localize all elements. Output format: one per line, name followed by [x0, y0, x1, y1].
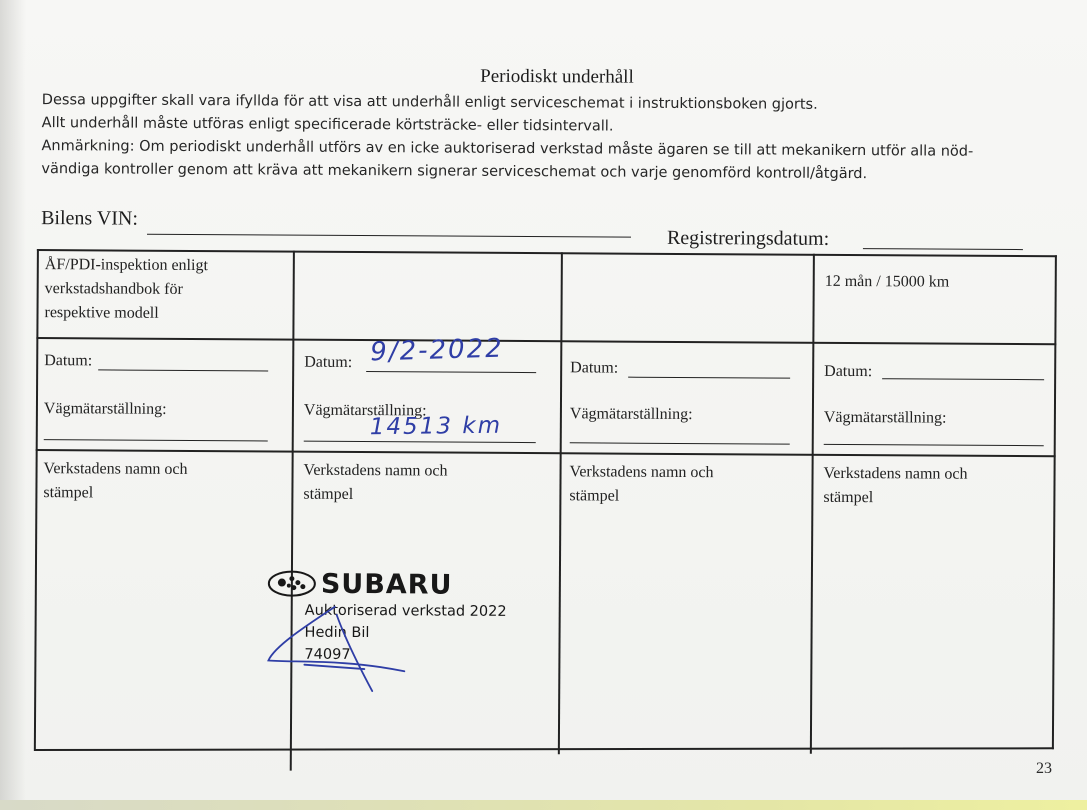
registration-date-field[interactable] — [863, 248, 1023, 250]
stamp-brand: SUBARU — [320, 568, 453, 601]
workshop-label-line: Verkstadens namn och — [43, 460, 188, 478]
odometer-field[interactable] — [570, 442, 790, 444]
signature-scribble — [264, 566, 435, 697]
odometer-field[interactable] — [44, 439, 268, 441]
workshop-label-line: stämpel — [303, 485, 354, 503]
workshop-label — [43, 457, 187, 506]
stamp-line: 74097 — [304, 646, 351, 663]
date-label: Datum: — [44, 352, 93, 370]
intro-line: Allt underhåll måste utföras enligt specificerade körtsträcke- eller tidsintervall. — [41, 115, 614, 135]
workshop-label-line: Verkstadens namn och — [823, 464, 968, 483]
table-border-right — [1052, 255, 1057, 749]
odometer-label: Vägmätarställning: — [569, 405, 693, 424]
odometer-field[interactable] — [304, 441, 536, 443]
table-col-divider — [810, 254, 815, 754]
date-label: Datum: — [304, 353, 353, 371]
table-row-divider — [36, 337, 1056, 345]
stamp-line: Auktoriserad verkstad 2022 — [304, 602, 507, 620]
date-field[interactable] — [882, 378, 1044, 380]
column-header — [825, 270, 950, 295]
workshop-label-line: Verkstadens namn och — [569, 463, 714, 482]
column-header — [44, 253, 208, 326]
handwritten-date: 9/2-2022 — [369, 333, 505, 368]
workshop-label — [569, 460, 713, 509]
vin-label: Bilens VIN: — [41, 207, 139, 230]
service-table — [34, 249, 1057, 775]
column-header-line: ÅF/PDI-inspektion enligt — [44, 256, 208, 275]
date-field[interactable] — [98, 369, 268, 371]
dealer-stamp — [264, 566, 525, 698]
odometer-label: Vägmätarställning: — [43, 400, 167, 418]
intro-line: Anmärkning: Om periodiskt underhåll utförs av en icke auktoriserad verkstad måste ägaren se till att mekanikern utför alla nöd- — [41, 138, 974, 160]
date-label: Datum: — [824, 362, 873, 381]
handwritten-odometer: 14513 km — [369, 412, 503, 441]
table-border-bottom — [34, 747, 1054, 751]
column-header-line: verkstadshandbok för — [44, 280, 183, 298]
intro-line: Dessa uppgifter skall vara ifyllda för att visa att underhåll enligt serviceschemat i instruktionsboken gjorts. — [41, 92, 818, 113]
intro-text — [41, 89, 1052, 187]
date-field[interactable] — [366, 371, 536, 373]
workshop-label — [303, 459, 447, 508]
background-strip — [0, 800, 1087, 810]
date-label: Datum: — [570, 359, 619, 377]
registration-date-label: Registreringsdatum: — [666, 226, 830, 250]
date-field[interactable] — [628, 377, 790, 379]
table-border-left — [34, 249, 39, 749]
workshop-label — [823, 462, 967, 511]
workshop-label-line: stämpel — [823, 488, 874, 507]
intro-line: vändiga kontroller genom att kräva att mekanikern signerar serviceschemat och varje genomförd kontroll/åtgärd. — [41, 161, 868, 183]
workshop-label-line: Verkstadens namn och — [303, 461, 448, 480]
workshop-label-line: stämpel — [569, 487, 620, 505]
odometer-label: Vägmätarställning: — [303, 401, 427, 420]
page-title: Periodiskt underhåll — [480, 65, 634, 88]
table-col-divider — [558, 252, 563, 754]
page-number: 23 — [1036, 760, 1052, 777]
odometer-field[interactable] — [824, 444, 1044, 446]
table-row-divider — [36, 449, 1056, 457]
workshop-label-line: stämpel — [43, 484, 94, 502]
column-header-line: respektive modell — [44, 304, 159, 322]
column-header-line: 12 mån / 15000 km — [824, 272, 950, 291]
stamp-line: Hedin Bil — [304, 624, 370, 642]
vin-field[interactable] — [147, 234, 631, 238]
odometer-label: Vägmätarställning: — [823, 408, 947, 427]
